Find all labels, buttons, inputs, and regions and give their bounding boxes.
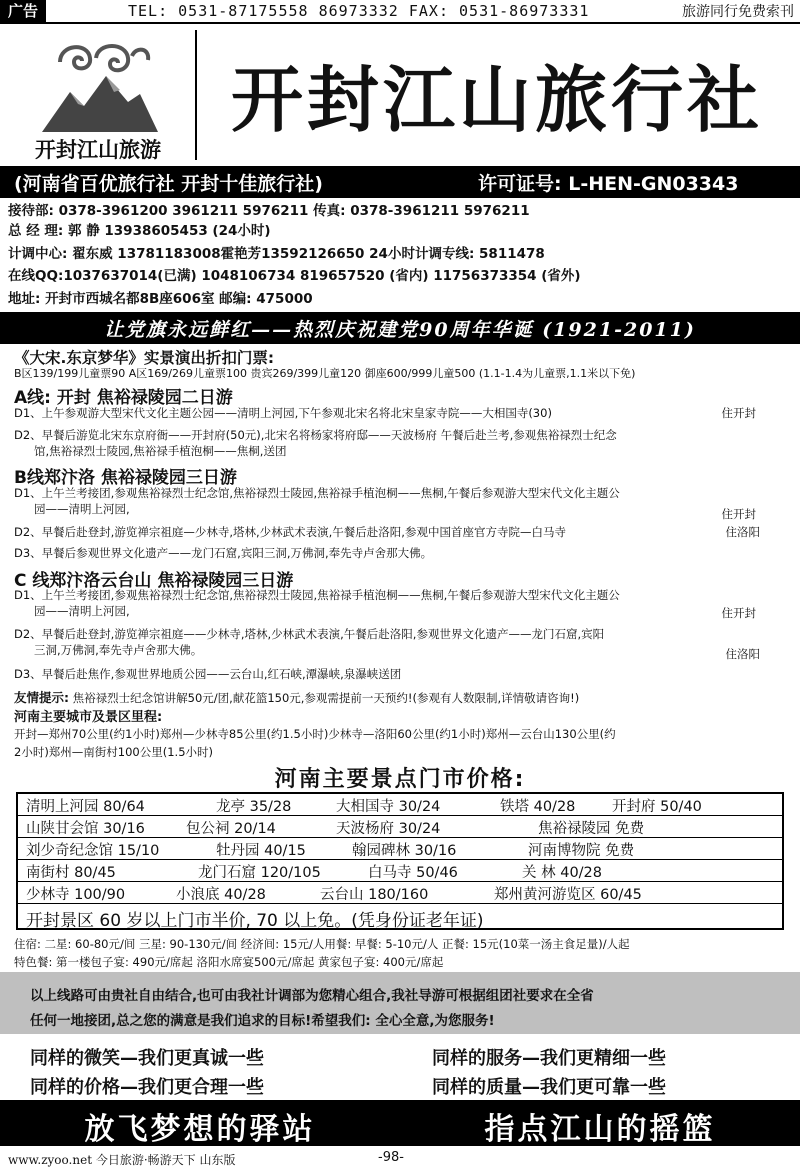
table-row xyxy=(18,882,782,904)
price-cell: 天波杨府 30/24 xyxy=(336,821,441,837)
slogan-service: 同样的服务—我们更精细一些 xyxy=(432,1048,666,1069)
online-qq: 在线QQ:1037637014(已满) 1048106734 819657520 (省内) 11756373354 (省外) xyxy=(8,268,581,284)
route-b-d2-stay: 住洛阳 xyxy=(725,525,760,539)
route-a-title: A线: 开封 焦裕禄陵园二日游 xyxy=(14,388,233,408)
route-b-d3: D3、早餐后参观世界文化遗产——龙门石窟,宾阳三洞,万佛洞,奉先寺卢舍那大佛。 xyxy=(14,546,433,560)
table-row xyxy=(18,794,782,816)
route-c-title: C 线郑汴洛云台山 焦裕禄陵园三日游 xyxy=(14,571,294,591)
senior-discount-note: 开封景区 60 岁以上门市半价, 70 以上免。(凭身份证老年证) xyxy=(26,911,484,931)
price-cell: 清明上河园 80/64 xyxy=(26,799,145,815)
address-row: 地址: 开封市西城名都8B座606室 邮编: 475000 xyxy=(8,291,313,307)
dream-band xyxy=(0,1100,800,1146)
party-slogan-band xyxy=(0,312,800,344)
header-divider xyxy=(195,30,197,160)
dream-slogan-right: 指点江山的摇篮 xyxy=(484,1112,716,1147)
price-cell: 大相国寺 30/24 xyxy=(336,799,441,815)
table-row xyxy=(18,860,782,882)
route-b-title: B线郑汴洛 焦裕禄陵园三日游 xyxy=(14,468,237,488)
price-cell: 郑州黄河游览区 60/45 xyxy=(494,887,642,903)
route-b-d2: D2、早餐后赴登封,游览禅宗祖庭—少林寺,塔林,少林武术表演,午餐后赴洛阳,参观中国首座官方寺院—白马寺 xyxy=(14,525,566,539)
page-number: -98- xyxy=(378,1150,404,1165)
service-line-2: 任何一地接团,总之您的满意是我们追求的目标!希望我们: 全心全意,为您服务! xyxy=(30,1013,495,1029)
route-b-d1: D1、上午兰考接团,参观焦裕禄烈士纪念馆,焦裕禄烈士陵园,焦裕禄手植泡桐——焦桐,午餐后参观游大型宋代文化主题公 xyxy=(14,486,620,500)
route-c-d1: D1、上午兰考接团,参观焦裕禄烈士纪念馆,焦裕禄烈士陵园,焦裕禄手植泡桐——焦桐,午餐后参观游大型宋代文化主题公 xyxy=(14,588,620,602)
service-band xyxy=(0,972,800,1034)
price-cell: 翰园碑林 30/16 xyxy=(352,843,457,859)
price-cell: 铁塔 40/28 xyxy=(500,799,576,815)
general-manager: 总 经 理: 郭 静 13938605453 (24小时) xyxy=(8,223,271,239)
footer-site: www.zyoo.net 今日旅游·畅游天下 山东版 xyxy=(8,1153,236,1167)
mountain-swirl-icon xyxy=(40,34,160,134)
price-table xyxy=(16,792,784,930)
price-cell: 南街村 80/45 xyxy=(26,865,116,881)
friendly-tip xyxy=(14,688,579,706)
route-a-d2: D2、早餐后游览北宋东京府衙——开封府(50元),北宋名将杨家将府邸——天波杨府 午餐后赴兰考,参观焦裕禄烈士纪念 xyxy=(14,428,617,442)
price-cell: 牡丹园 40/15 xyxy=(216,843,306,859)
tip-label: 友情提示: xyxy=(14,690,69,705)
ad-label: 广告 xyxy=(0,0,46,22)
prices-title: 河南主要景点门市价格: xyxy=(274,767,526,792)
route-b-d1-cont: 园——清明上河园, xyxy=(34,502,130,516)
price-cell: 山陕甘会馆 30/16 xyxy=(26,821,145,837)
table-row xyxy=(18,816,782,838)
price-cell: 龙门石窟 120/105 xyxy=(198,865,321,881)
header-contact: TEL: 0531-87175558 86973332 FAX: 0531-86973331 xyxy=(128,2,590,20)
license-number: 许可证号: L-HEN-GN03343 xyxy=(478,173,739,195)
reception-phone: 接待部: 0378-3961200 3961211 5976211 传真: 0378-3961211 5976211 xyxy=(8,203,530,219)
footer xyxy=(0,1148,800,1168)
table-row xyxy=(18,838,782,860)
distances-line-2: 2小时)郑州—南街村100公里(1.5小时) xyxy=(14,745,214,759)
route-a-d2-cont: 馆,焦裕禄烈士陵园,焦裕禄手植泡桐——焦桐,送团 xyxy=(34,444,287,458)
table-row xyxy=(18,904,782,930)
route-c-d1-stay: 住开封 xyxy=(721,606,756,620)
honors-text: (河南省百优旅行社 开封十佳旅行社) xyxy=(14,173,323,195)
dream-slogan-left: 放飞梦想的驿站 xyxy=(84,1112,316,1147)
price-cell: 云台山 180/160 xyxy=(320,887,429,903)
show-title: 《大宋.东京梦华》实景演出折扣门票: xyxy=(14,349,275,367)
route-a-d1-stay: 住开封 xyxy=(721,406,756,420)
price-cell: 焦裕禄陵园 免费 xyxy=(538,821,645,837)
logo xyxy=(8,30,188,162)
route-b-d1-stay: 住开封 xyxy=(721,507,756,521)
price-cell: 小浪底 40/28 xyxy=(176,887,266,903)
route-c-d1-cont: 园——清明上河园, xyxy=(34,604,130,618)
price-cell: 开封府 50/40 xyxy=(612,799,702,815)
service-line-1: 以上线路可由贵社自由结合,也可由我社计调部为您精心组合,我社导游可根据组团社要求在全省 xyxy=(30,988,594,1004)
price-cell: 白马寺 50/46 xyxy=(368,865,458,881)
tip-text: 焦裕禄烈士纪念馆讲解50元/团,献花篮150元,参观需提前一天预约!(参观有人数限制,详情敬请咨询!) xyxy=(69,691,580,705)
distances-title: 河南主要城市及景区里程: xyxy=(14,710,163,725)
lodging-line-2: 特色餐: 第一楼包子宴: 490元/席起 洛阳水席宴500元/席起 黄家包子宴: 400元/席起 xyxy=(14,955,444,969)
show-prices: B区139/199儿童票90 A区169/269儿童票100 贵宾269/399儿童120 御座600/999儿童500 (1.1-1.4为儿童票,1.1米以下免) xyxy=(14,367,636,380)
price-cell: 刘少奇纪念馆 15/10 xyxy=(26,843,160,859)
price-cell: 龙亭 35/28 xyxy=(216,799,292,815)
lodging-line-1: 住宿: 二星: 60-80元/间 三星: 90-130元/间 经济间: 15元/人用餐: 早餐: 5-10元/人 正餐: 15元(10菜一汤主食足量)/人起 xyxy=(14,937,630,951)
route-c-d2-cont: 三洞,万佛洞,奉先寺卢舍那大佛。 xyxy=(34,643,203,657)
honors-band xyxy=(0,166,800,198)
price-cell: 河南博物院 免费 xyxy=(528,843,635,859)
price-cell: 少林寺 100/90 xyxy=(26,887,126,903)
route-a-d1: D1、上午参观游大型宋代文化主题公园——清明上河园,下午参观北宋名将北宋皇家寺院——大相国寺(30) xyxy=(14,406,552,420)
top-bar xyxy=(0,0,800,24)
route-c-d3: D3、早餐后赴焦作,参观世界地质公园——云台山,红石峡,潭瀑峡,泉瀑峡送团 xyxy=(14,667,402,681)
index-label: 旅游同行免费索刊 xyxy=(682,4,794,20)
route-c-d2-stay: 住洛阳 xyxy=(725,647,760,661)
price-cell: 包公祠 20/14 xyxy=(186,821,276,837)
agency-title: 开封江山旅行社 xyxy=(230,58,763,142)
party-slogan: 让党旗永远鲜红——热烈庆祝建党90周年华诞 (1921-2011) xyxy=(104,319,696,341)
slogan-smile: 同样的微笑—我们更真诚一些 xyxy=(30,1048,264,1069)
logo-name: 开封江山旅游 xyxy=(35,138,161,162)
distances-line-1: 开封—郑州70公里(约1小时)郑州—少林寺85公里(约1.5小时)少林寺—洛阳60公里(约1小时)郑州—云台山130公里(约 xyxy=(14,727,616,741)
price-cell: 关 林 40/28 xyxy=(522,865,603,881)
slogan-price: 同样的价格—我们更合理一些 xyxy=(30,1077,264,1098)
slogan-quality: 同样的质量—我们更可靠一些 xyxy=(432,1077,666,1098)
route-c-d2: D2、早餐后赴登封,游览禅宗祖庭——少林寺,塔林,少林武术表演,午餐后赴洛阳,参观世界文化遗产——龙门石窟,宾阳 xyxy=(14,627,605,641)
dispatch-center: 计调中心: 翟东威 13781183008霍艳芳13592126650 24小时计调专线: 5811478 xyxy=(8,246,545,262)
